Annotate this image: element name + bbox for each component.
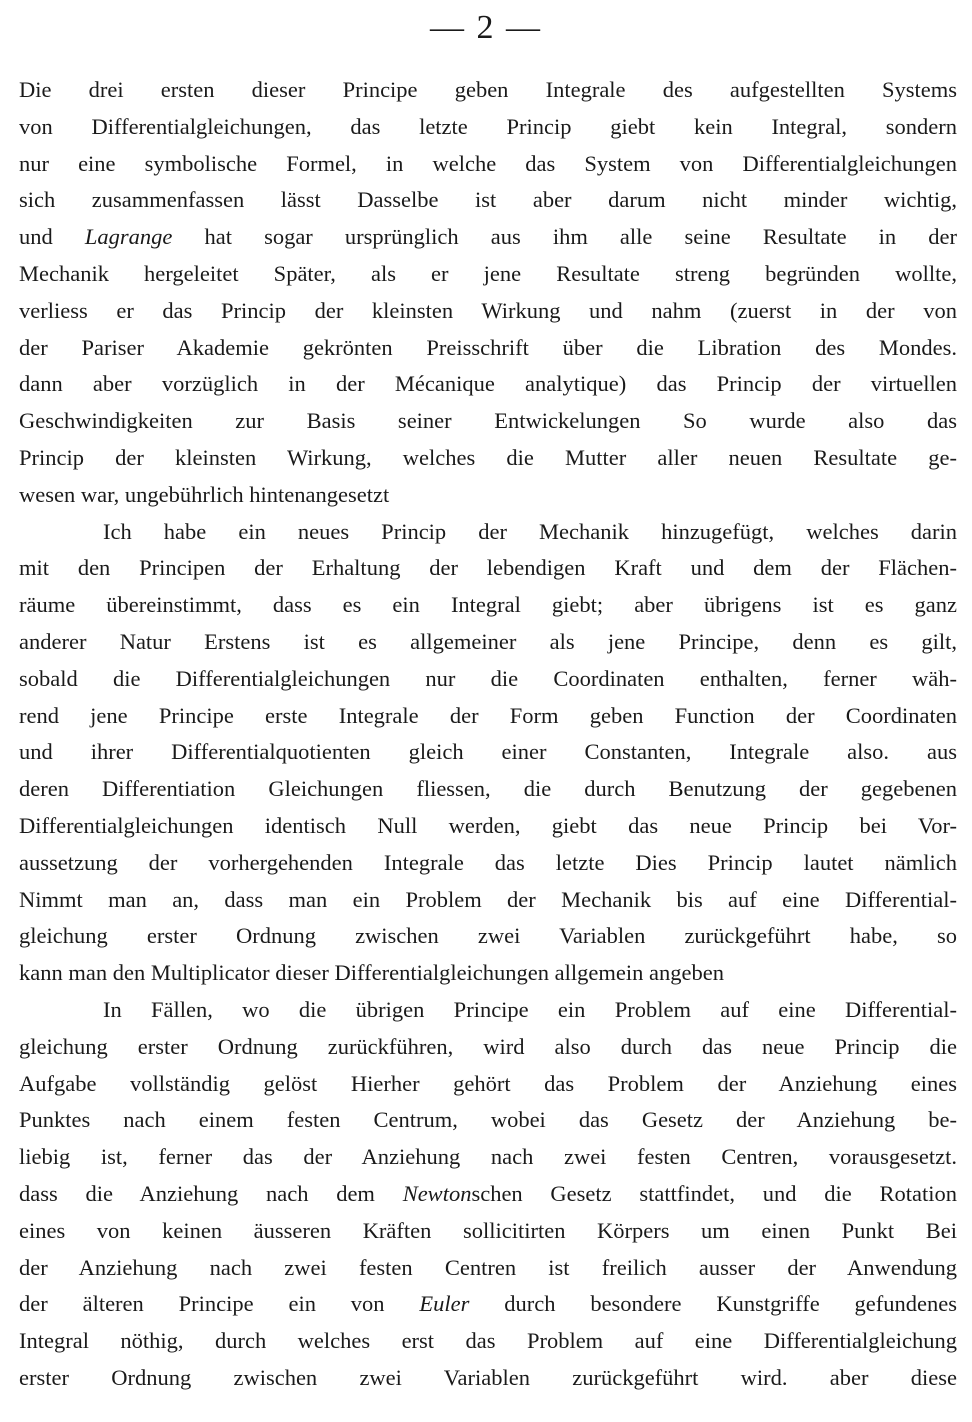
text-line (19, 109, 957, 146)
text-segment: der Pariser Akademie gekrönten Preisschrift über die Libration des Mondes. (19, 334, 957, 360)
text-segment: Die drei ersten dieser Principe geben Integrale des aufgestellten Systems (19, 77, 957, 102)
text-segment: hat sogar ursprünglich aus ihm alle seine Resultate in der (172, 224, 957, 250)
paragraph (19, 514, 957, 992)
text-segment: rend jene Principe erste Integrale der Form geben Function der Coordinaten (19, 702, 957, 728)
text-segment: deren Differentiation Gleichungen fliessen, die durch Benutzung der gegebenen (19, 776, 957, 802)
text-segment: anderer Natur Erstens ist es allgemeiner als jene Principe, denn es gilt, (19, 628, 957, 654)
text-segment: aussetzung der vorhergehenden Integrale das letzte Dies Princip lautet nämlich (19, 849, 957, 875)
text-line (19, 1323, 957, 1360)
text-line (19, 146, 957, 183)
text-segment: von Differentialgleichungen, das letzte Princip giebt kein Integral, sondern (19, 113, 957, 139)
text-segment: Punktes nach einem festen Centrum, wobei das Gesetz der Anziehung be- (19, 1107, 957, 1133)
text-line (19, 1102, 957, 1139)
text-segment: Aufgabe vollständig gelöst Hierher gehört das Problem der Anziehung eines (19, 1070, 957, 1096)
text-line (19, 845, 957, 882)
text-segment: schen Gesetz stattfindet, und die Rotation (471, 1180, 957, 1206)
text-segment: dass die Anziehung nach dem (19, 1180, 403, 1206)
text-segment: gleichung erster Ordnung zurückführen, wird also durch das neue Princip die (19, 1033, 957, 1059)
text-segment: wesen war, ungebührlich hintenangesetzt (19, 481, 390, 507)
text-line (19, 1250, 957, 1287)
text-segment: kann man den Multiplicator dieser Differentialgleichungen allgemein angeben (19, 960, 724, 986)
text-segment: der älteren Principe ein von (19, 1291, 420, 1317)
text-line (19, 366, 957, 403)
text-line (19, 1286, 957, 1323)
text-segment: eines von keinen äusseren Kräften sollicitirten Körpers um einen Punkt Bei (19, 1217, 957, 1243)
text-line (19, 550, 957, 587)
text-line (19, 1139, 957, 1176)
text-line (19, 1066, 957, 1103)
text-line (19, 219, 957, 256)
text-line (19, 330, 957, 367)
text-segment: Ich habe ein neues Princip der Mechanik hinzugefügt, welches darin (103, 518, 957, 544)
text-line (19, 1176, 957, 1213)
text-line (19, 514, 957, 551)
text-line (19, 624, 957, 661)
text-line (19, 477, 957, 514)
text-line (19, 808, 957, 845)
text-segment: und (19, 224, 85, 250)
italic-name: Euler (419, 1291, 470, 1317)
text-line (19, 72, 957, 109)
text-segment: liebig ist, ferner das der Anziehung nach zwei festen Centren, vorausgesetzt. (19, 1144, 957, 1170)
text-line (19, 182, 957, 219)
text-line (19, 698, 957, 735)
text-line (19, 661, 957, 698)
text-segment: gleichung erster Ordnung zwischen zwei Variablen zurückgeführt habe, so (19, 923, 957, 949)
text-segment: erster Ordnung zwischen zwei Variablen zurückgeführt wird. aber diese (19, 1364, 957, 1390)
text-segment: und ihrer Differentialquotienten gleich einer Constanten, Integrale also. aus (19, 739, 957, 765)
text-line (19, 771, 957, 808)
text-segment: sobald die Differentialgleichungen nur die Coordinaten enthalten, ferner wäh- (19, 665, 957, 691)
paragraph (19, 992, 957, 1397)
text-segment: dann aber vorzüglich in der Mécanique analytique) das Princip der virtuellen (19, 371, 957, 397)
text-line (19, 992, 957, 1029)
text-line (19, 587, 957, 624)
text-line (19, 918, 957, 955)
text-line (19, 256, 957, 293)
text-line (19, 1360, 957, 1397)
text-segment: räume übereinstimmt, dass es ein Integral giebt; aber übrigens ist es ganz (19, 592, 957, 618)
text-segment: nur eine symbolische Formel, in welche das System von Differentialgleichungen (19, 150, 957, 176)
text-segment: sich zusammenfassen lässt Dasselbe ist aber darum nicht minder wichtig, (19, 187, 957, 213)
text-line (19, 403, 957, 440)
text-segment: der Anziehung nach zwei festen Centren ist freilich ausser der Anwendung (19, 1254, 957, 1280)
text-line (19, 882, 957, 919)
text-segment: Geschwindigkeiten zur Basis seiner Entwickelungen So wurde also das (19, 408, 957, 434)
text-line (19, 440, 957, 477)
text-segment: durch besondere Kunstgriffe gefundenes (469, 1291, 957, 1317)
body-text (19, 72, 957, 1397)
paragraph (19, 72, 957, 514)
text-segment: verliess er das Princip der kleinsten Wirkung und nahm (zuerst in der von (19, 297, 957, 323)
text-segment: Mechanik hergeleitet Später, als er jene Resultate streng begründen wollte, (19, 260, 957, 286)
text-segment: Princip der kleinsten Wirkung, welches die Mutter aller neuen Resultate ge- (19, 444, 957, 470)
text-line (19, 734, 957, 771)
text-segment: In Fällen, wo die übrigen Principe ein Problem auf eine Differential- (103, 996, 957, 1022)
text-line (19, 293, 957, 330)
text-segment: Nimmt man an, dass man ein Problem der Mechanik bis auf eine Differential- (19, 886, 957, 912)
text-segment: Integral nöthig, durch welches erst das Problem auf eine Differentialgleichung (19, 1328, 957, 1354)
text-segment: mit den Principen der Erhaltung der lebendigen Kraft und dem der Flächen- (19, 555, 957, 581)
italic-name: Lagrange (84, 224, 173, 250)
text-segment: Differentialgleichungen identisch Null werden, giebt das neue Princip bei Vor- (19, 812, 957, 838)
text-line (19, 955, 957, 992)
text-line (19, 1213, 957, 1250)
text-line (19, 1029, 957, 1066)
page-number: — 2 — (430, 9, 542, 46)
italic-name: Newton (402, 1180, 472, 1206)
